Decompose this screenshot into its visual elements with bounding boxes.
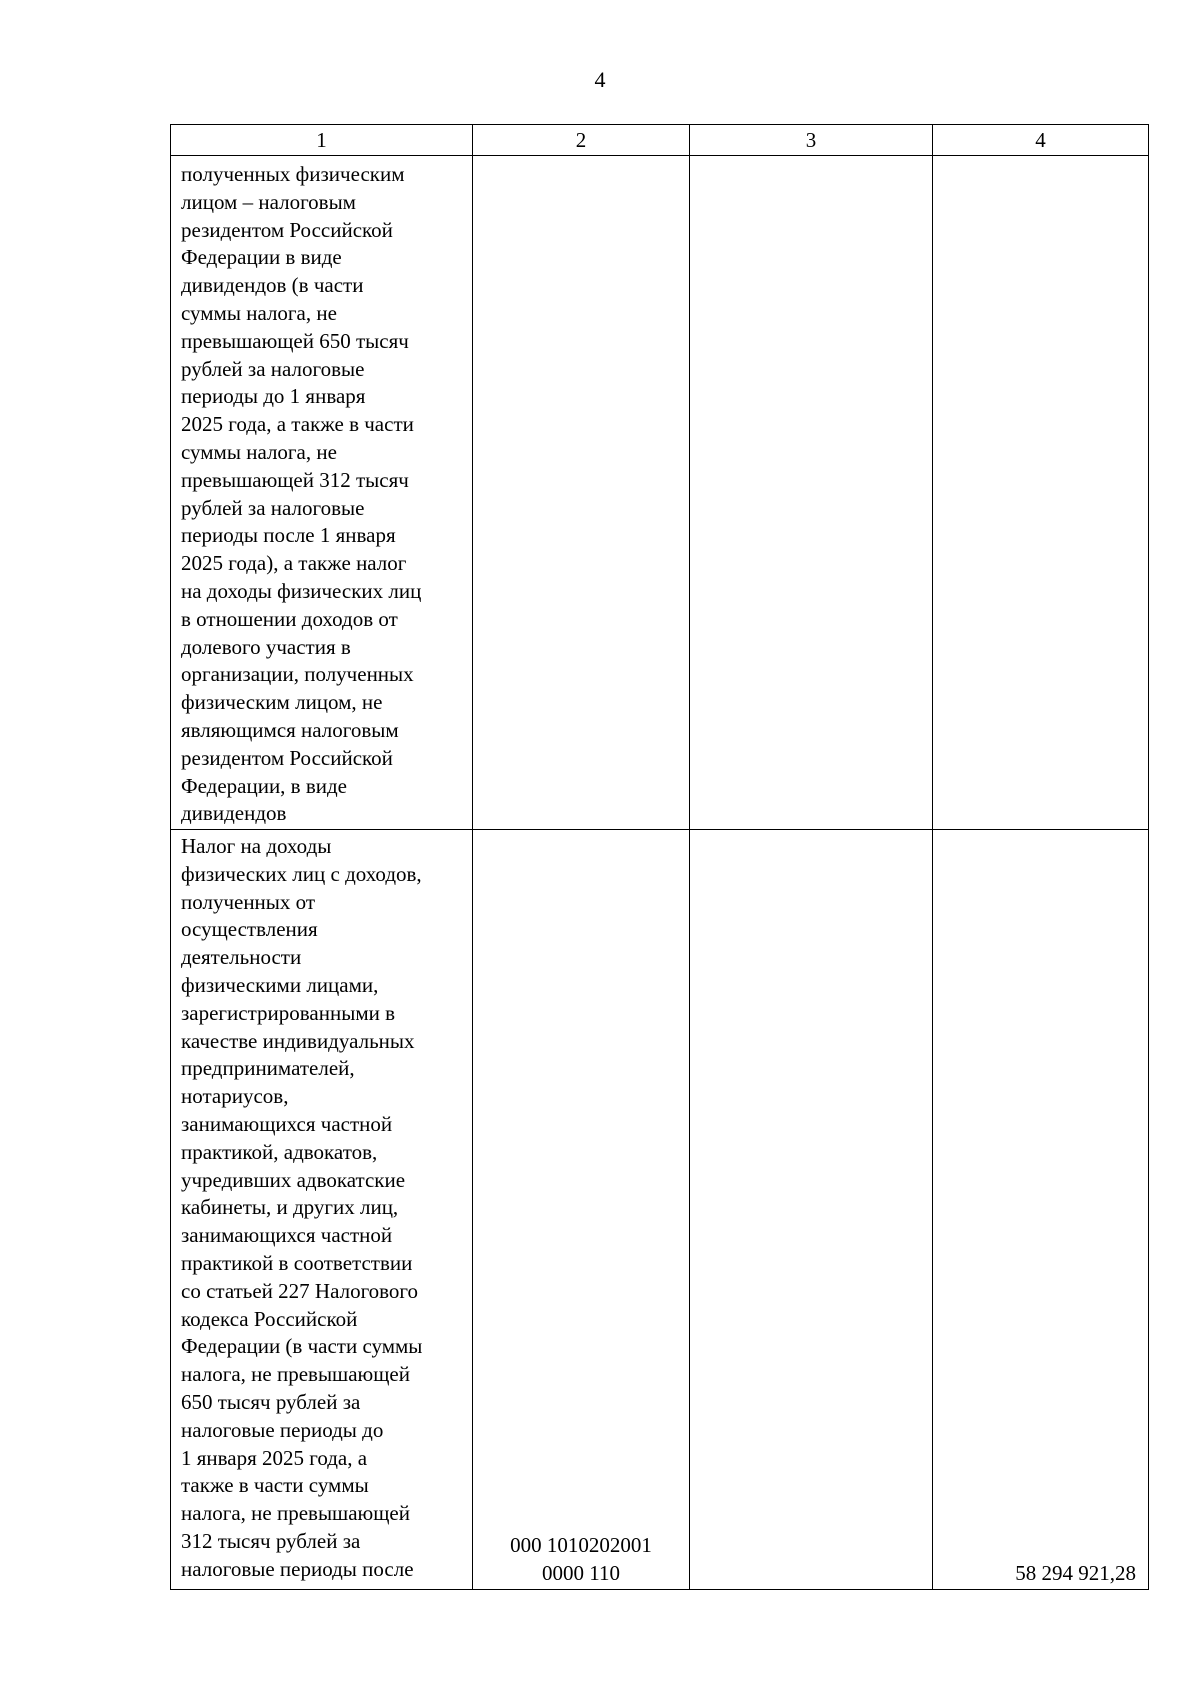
description-cell: [171, 830, 473, 1590]
page-number: 4: [594, 67, 606, 92]
description-text: Налог на доходы физических лиц с доходов, полученных от осуществления деятельности физическими лицами, зарегистрированными в качестве индивидуальных предпринимателей, нотариусов, занимающихся частной практикой, адвокатов, учредивших адвокатские кабинеты, и других лиц, занимающихся частной практикой в соответствии со статьей 227 Налогового кодекса Российской Федерации (в части суммы налога, не превышающей 650 тысяч рублей за налоговые периоды до 1 января 2025 года, а также в части суммы налога, не превышающей 312 тысяч рублей за налоговые периоды после: [181, 834, 423, 1581]
amount-cell: 58 294 921,28: [933, 830, 1149, 1590]
column-3-cell: [690, 830, 933, 1590]
column-header-3: 3: [690, 125, 933, 156]
revenue-table: [170, 124, 1149, 1590]
table-header-row: [171, 125, 1149, 156]
description-cell: [171, 156, 473, 830]
column-header-1: 1: [171, 125, 473, 156]
table-row: [171, 156, 1149, 830]
description-text: полученных физическим лицом – налоговым резидентом Российской Федерации в виде дивидендов (в части суммы налога, не превышающей 650 тысяч рублей за налоговые периоды до 1 января 2025 года, а также в части суммы налога, не превышающей 312 тысяч рублей за налоговые периоды после 1 января 2025 года), а также налог на доходы физических лиц в отношении доходов от долевого участия в организации, полученных физическим лицом, не являющимся налоговым резидентом Российской Федерации, в виде дивидендов: [181, 162, 422, 826]
code-cell: [473, 156, 690, 830]
code-cell: 000 1010202001 0000 110: [473, 830, 690, 1590]
table-row: [171, 830, 1149, 1590]
column-header-2: 2: [473, 125, 690, 156]
amount-cell: [933, 156, 1149, 830]
column-3-cell: [690, 156, 933, 830]
column-header-4: 4: [933, 125, 1149, 156]
